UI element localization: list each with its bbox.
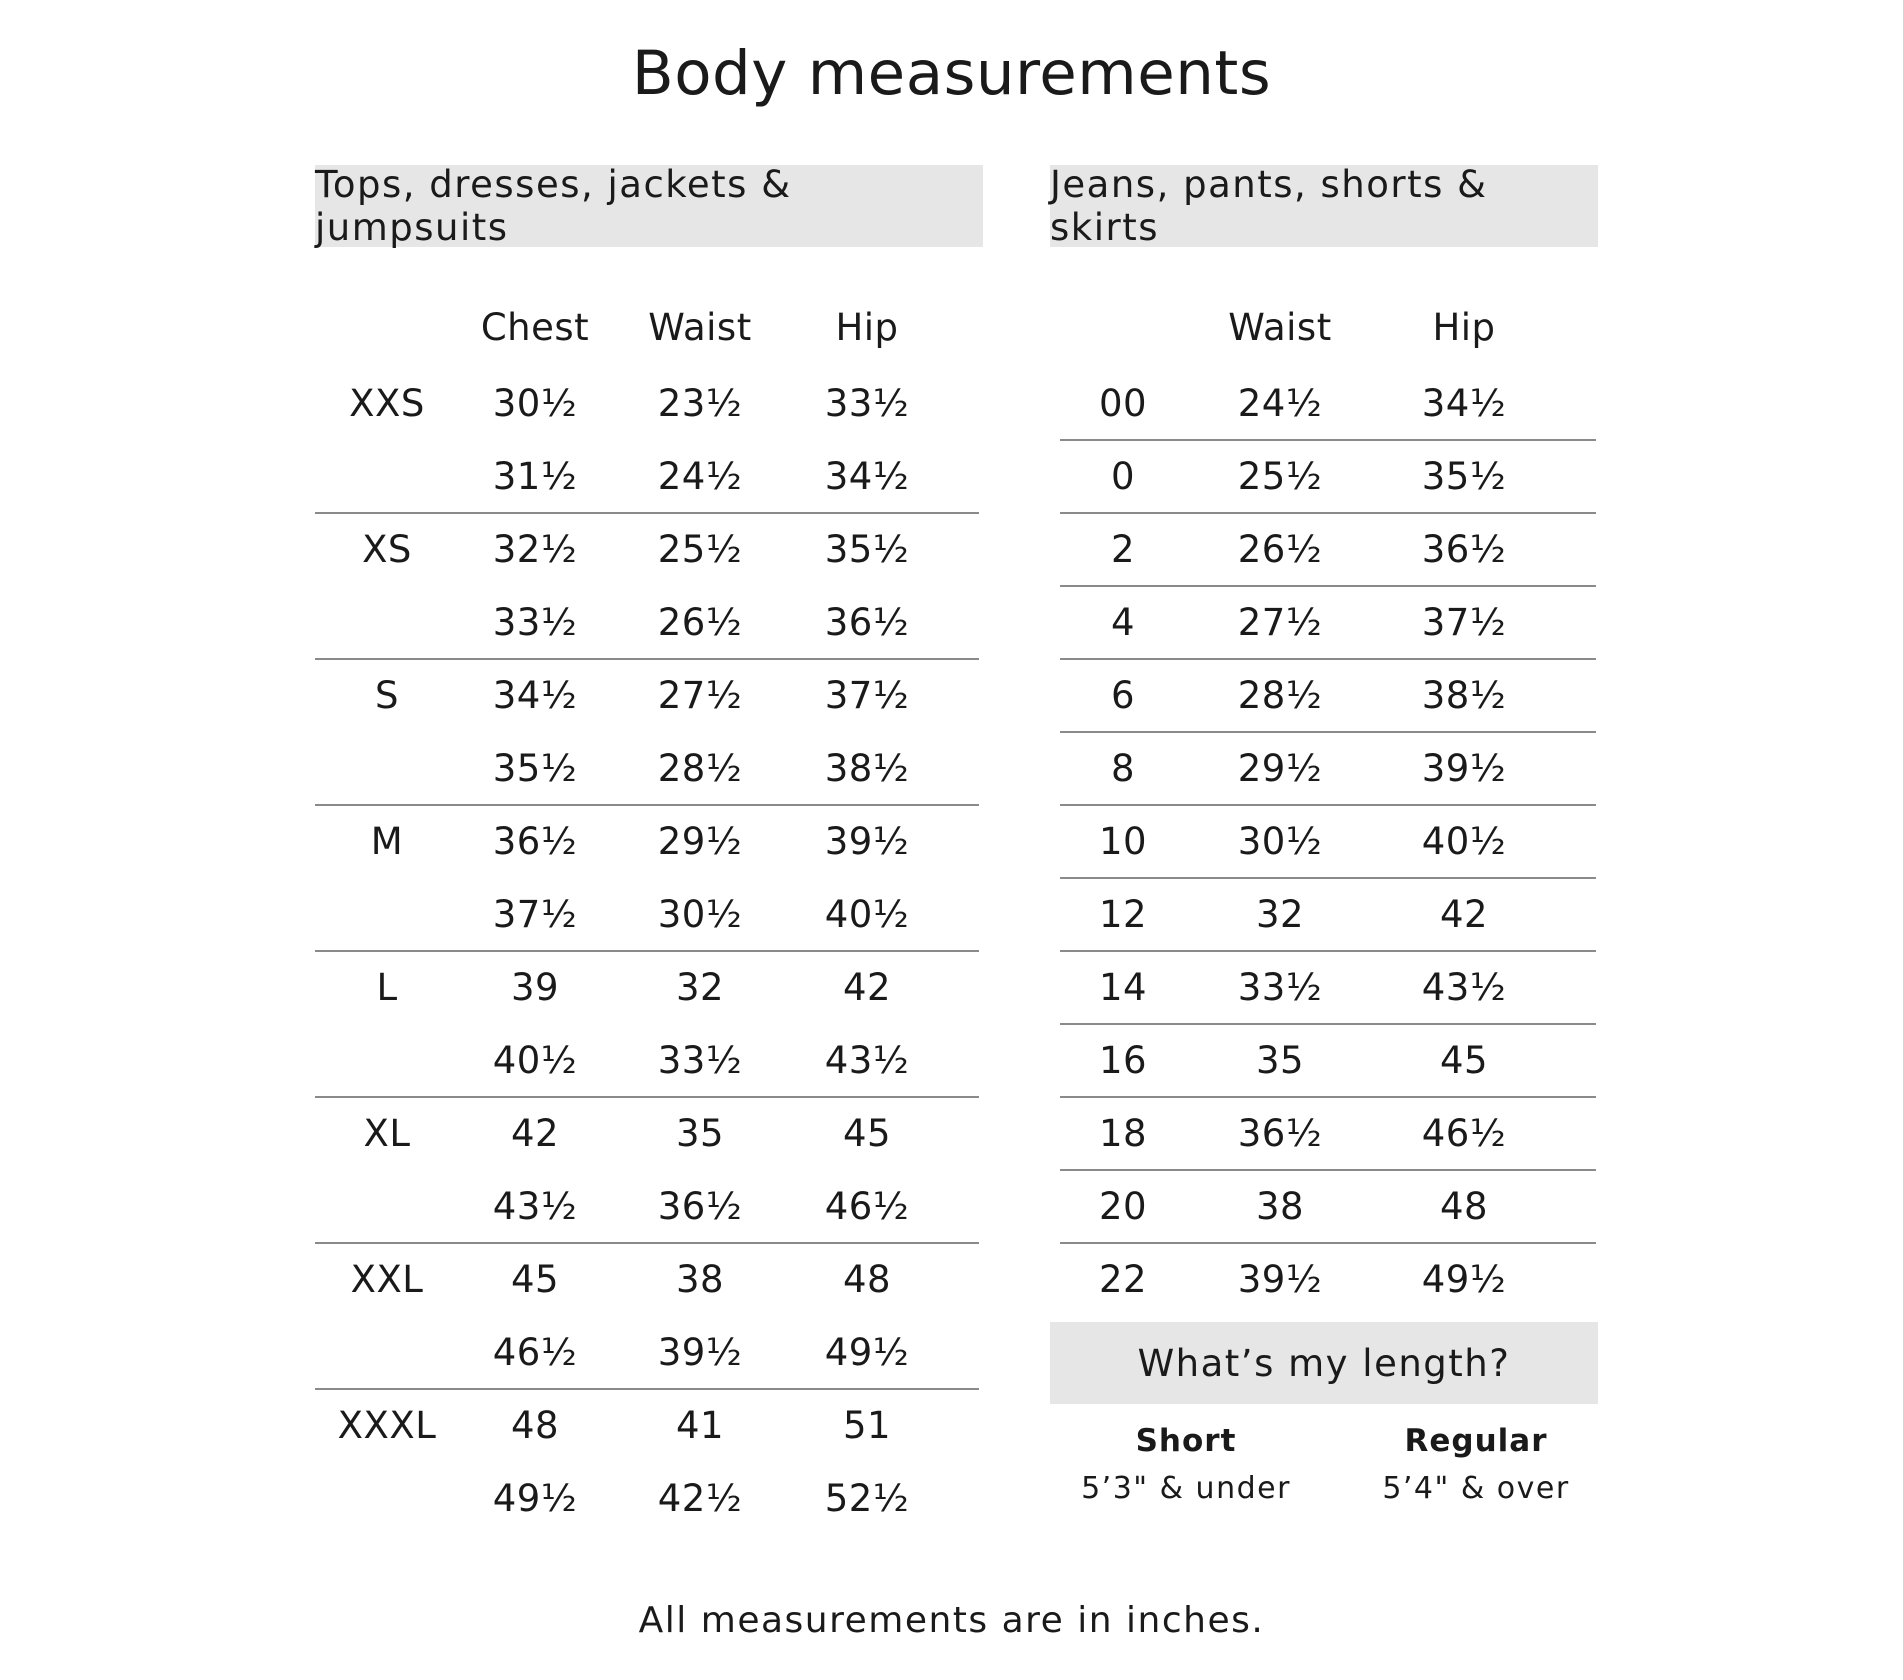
size-label: 22 xyxy=(1098,1258,1148,1301)
size-label: XXS xyxy=(349,382,425,425)
size-label: 12 xyxy=(1098,893,1148,936)
size-label: XL xyxy=(363,1112,411,1155)
measurement-cell: 27½ xyxy=(1237,601,1323,644)
size-label: 00 xyxy=(1098,382,1148,425)
size-label: XXL xyxy=(350,1258,424,1301)
measurement-cell: 34½ xyxy=(492,674,578,717)
table-row xyxy=(0,733,1700,805)
column-header: Hip xyxy=(1432,306,1496,349)
table-row xyxy=(0,660,1700,732)
length-option-regular xyxy=(1326,1423,1626,1506)
table-row xyxy=(0,1025,1700,1097)
measurement-cell: 39½ xyxy=(657,1331,743,1374)
measurement-cell: 33½ xyxy=(824,382,910,425)
table-row xyxy=(0,1317,1000,1389)
size-label: 0 xyxy=(1110,455,1136,498)
measurement-cell: 25½ xyxy=(1237,455,1323,498)
size-label: XS xyxy=(362,528,412,571)
measurement-cell: 45 xyxy=(1439,1039,1489,1082)
measurement-cell: 32½ xyxy=(492,528,578,571)
measurement-cell: 46½ xyxy=(492,1331,578,1374)
size-label: 14 xyxy=(1098,966,1148,1009)
measurement-cell: 42 xyxy=(1439,893,1489,936)
length-label: Regular xyxy=(1404,1423,1548,1459)
measurement-cell: 36½ xyxy=(824,601,910,644)
bottoms-section-header: Jeans, pants, shorts & skirts xyxy=(1050,165,1598,247)
measurement-cell: 46½ xyxy=(1421,1112,1507,1155)
size-label: 16 xyxy=(1098,1039,1148,1082)
measurement-cell: 43½ xyxy=(824,1039,910,1082)
table-row xyxy=(0,1171,1700,1243)
size-label: 2 xyxy=(1110,528,1136,571)
measurement-cell: 33½ xyxy=(492,601,578,644)
measurement-cell: 28½ xyxy=(657,747,743,790)
length-value: 5’4" & over xyxy=(1382,1471,1570,1506)
measurement-cell: 52½ xyxy=(824,1477,910,1520)
measurement-cell: 32 xyxy=(1255,893,1305,936)
measurement-cell: 43½ xyxy=(1421,966,1507,1009)
measurement-cell: 37½ xyxy=(1421,601,1507,644)
measurement-cell: 48 xyxy=(1439,1185,1489,1228)
measurement-cell: 35 xyxy=(1255,1039,1305,1082)
table-row xyxy=(0,368,1700,440)
measurement-cell: 27½ xyxy=(657,674,743,717)
measurement-cell: 40½ xyxy=(1421,820,1507,863)
size-label: 6 xyxy=(1110,674,1136,717)
length-value: 5’3" & under xyxy=(1081,1471,1291,1506)
size-label: 4 xyxy=(1110,601,1136,644)
length-option-short xyxy=(1036,1423,1336,1506)
measurement-cell: 34½ xyxy=(824,455,910,498)
measurement-cell: 37½ xyxy=(824,674,910,717)
measurement-cell: 42½ xyxy=(657,1477,743,1520)
measurement-cell: 33½ xyxy=(657,1039,743,1082)
measurement-cell: 24½ xyxy=(1237,382,1323,425)
length-label: Short xyxy=(1135,1423,1237,1459)
page-title: Body measurements xyxy=(631,38,1272,109)
size-label: 18 xyxy=(1098,1112,1148,1155)
measurement-cell: 39½ xyxy=(1237,1258,1323,1301)
measurement-cell: 33½ xyxy=(1237,966,1323,1009)
measurement-cell: 45 xyxy=(842,1112,892,1155)
measurement-cell: 51 xyxy=(842,1404,892,1447)
table-row xyxy=(0,1098,1700,1170)
measurement-cell: 38½ xyxy=(824,747,910,790)
size-label: 8 xyxy=(1110,747,1136,790)
length-section-header: What’s my length? xyxy=(1050,1322,1598,1404)
measurement-cell: 36½ xyxy=(492,820,578,863)
size-label: M xyxy=(370,820,404,863)
measurement-cell: 26½ xyxy=(657,601,743,644)
measurement-cell: 40½ xyxy=(492,1039,578,1082)
measurement-cell: 30½ xyxy=(657,893,743,936)
measurement-cell: 49½ xyxy=(492,1477,578,1520)
table-row xyxy=(0,952,1700,1024)
measurement-cell: 31½ xyxy=(492,455,578,498)
table-row xyxy=(0,1390,1000,1462)
size-label: L xyxy=(376,966,398,1009)
size-label: XXXL xyxy=(337,1404,437,1447)
table-row xyxy=(0,806,1700,878)
measurement-cell: 41 xyxy=(675,1404,725,1447)
table-row xyxy=(0,514,1700,586)
measurement-cell: 29½ xyxy=(1237,747,1323,790)
measurement-cell: 24½ xyxy=(657,455,743,498)
table-row xyxy=(0,879,1700,951)
measurement-cell: 35½ xyxy=(492,747,578,790)
measurement-cell: 30½ xyxy=(492,382,578,425)
column-header: Hip xyxy=(835,306,899,349)
measurement-cell: 25½ xyxy=(657,528,743,571)
measurement-cell: 36½ xyxy=(1237,1112,1323,1155)
measurement-cell: 35½ xyxy=(1421,455,1507,498)
table-row xyxy=(0,587,1700,659)
measurement-cell: 35 xyxy=(675,1112,725,1155)
measurement-cell: 39½ xyxy=(1421,747,1507,790)
measurement-cell: 37½ xyxy=(492,893,578,936)
measurement-cell: 42 xyxy=(510,1112,560,1155)
column-header: Waist xyxy=(1228,306,1332,349)
measurement-cell: 28½ xyxy=(1237,674,1323,717)
size-label: S xyxy=(375,674,399,717)
measurement-cell: 36½ xyxy=(657,1185,743,1228)
table-row xyxy=(0,1463,1000,1535)
measurement-cell: 30½ xyxy=(1237,820,1323,863)
column-header: Chest xyxy=(480,306,590,349)
measurement-cell: 49½ xyxy=(1421,1258,1507,1301)
measurement-cell: 26½ xyxy=(1237,528,1323,571)
measurement-cell: 48 xyxy=(842,1258,892,1301)
measurement-cell: 40½ xyxy=(824,893,910,936)
measurement-cell: 23½ xyxy=(657,382,743,425)
measurement-cell: 29½ xyxy=(657,820,743,863)
measurement-cell: 48 xyxy=(510,1404,560,1447)
size-label: 10 xyxy=(1098,820,1148,863)
table-row xyxy=(0,441,1700,513)
measurement-cell: 42 xyxy=(842,966,892,1009)
tops-section-header: Tops, dresses, jackets & jumpsuits xyxy=(315,165,983,247)
measurement-cell: 45 xyxy=(510,1258,560,1301)
measurement-cell: 46½ xyxy=(824,1185,910,1228)
measurement-cell: 32 xyxy=(675,966,725,1009)
table-row xyxy=(0,1244,1700,1316)
measurement-cell: 38 xyxy=(1255,1185,1305,1228)
measurement-cell: 39 xyxy=(510,966,560,1009)
measurement-cell: 49½ xyxy=(824,1331,910,1374)
measurement-cell: 38 xyxy=(675,1258,725,1301)
measurement-cell: 34½ xyxy=(1421,382,1507,425)
measurement-cell: 35½ xyxy=(824,528,910,571)
measurement-cell: 39½ xyxy=(824,820,910,863)
footer-note: All measurements are in inches. xyxy=(638,1600,1265,1641)
measurement-cell: 43½ xyxy=(492,1185,578,1228)
measurement-cell: 36½ xyxy=(1421,528,1507,571)
column-header: Waist xyxy=(648,306,752,349)
size-label: 20 xyxy=(1098,1185,1148,1228)
measurement-cell: 38½ xyxy=(1421,674,1507,717)
